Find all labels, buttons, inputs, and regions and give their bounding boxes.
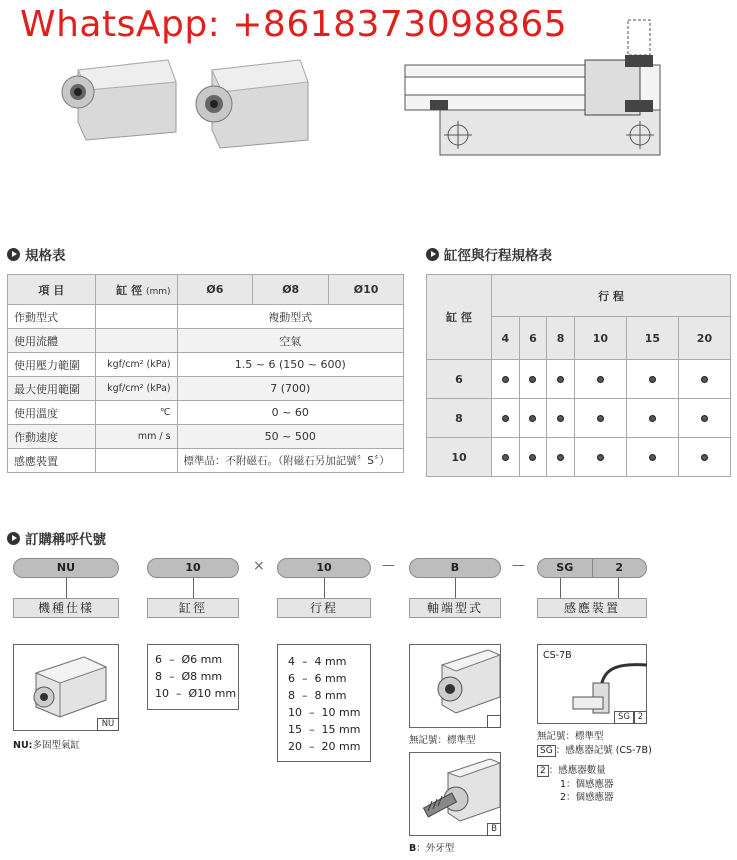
whatsapp-watermark: WhatsApp: +8618373098865: [20, 4, 568, 45]
spec-row: [8, 377, 404, 401]
availability-dot: [557, 415, 564, 422]
label-sensor: 感應裝置: [537, 598, 647, 618]
spec-label: 使用流體: [8, 329, 96, 353]
sensor-two-caption: 2：個感應器: [560, 792, 614, 803]
bore-label: 6: [427, 360, 492, 399]
bore-section-title: 缸徑與行程規格表: [426, 244, 552, 264]
availability-dot: [529, 376, 536, 383]
dash-separator: —: [512, 558, 525, 573]
sensor-model-label: CS-7B: [543, 650, 572, 661]
availability-dot: [701, 454, 708, 461]
bore-header-row: [427, 275, 731, 317]
play-bullet-icon: [7, 532, 20, 545]
spec-unit: ℃: [95, 401, 177, 425]
spec-section-title: 規格表: [7, 244, 66, 264]
spec-unit: mm / s: [95, 425, 177, 449]
spec-label: 使用壓力範圍: [8, 353, 96, 377]
availability-dot: [597, 415, 604, 422]
sensor-standard-caption: 無記號：標準型: [537, 731, 604, 742]
bore-header-stroke: 行 程: [492, 275, 731, 317]
spec-row: [8, 401, 404, 425]
code-sensor-pill: [537, 558, 647, 578]
stroke-header: 15: [626, 317, 678, 360]
sensor-sg-tag: SG: [614, 711, 634, 724]
stroke-header: 6: [519, 317, 547, 360]
sensor-sg-caption: SG ：感應器記號 (CS-7B): [537, 742, 652, 757]
sensor-one-caption: 1：個感應器: [560, 779, 614, 790]
availability-dot: [502, 376, 509, 383]
label-bore: 缸徑: [147, 598, 239, 618]
sensor-count-tag: 2: [634, 711, 647, 724]
spec-unit: kgf/cm² (kPa): [95, 353, 177, 377]
spec-label: 感應裝置: [8, 449, 96, 473]
nu-tag: NU: [97, 718, 119, 731]
spec-header-col: Ø8: [253, 275, 329, 305]
count-inline-tag: 2: [537, 765, 549, 777]
stroke-header: 10: [574, 317, 626, 360]
bore-header-bore: 缸 徑: [427, 275, 492, 360]
spec-label: 作動型式: [8, 305, 96, 329]
availability-dot: [701, 415, 708, 422]
nu-image-box: [13, 644, 119, 731]
spec-header-col: Ø6: [177, 275, 253, 305]
code-stroke-pill: 10: [277, 558, 371, 578]
sensor-illustration: [563, 653, 647, 718]
label-shaft: 軸端型式: [409, 598, 501, 618]
shaft-b-box: [409, 752, 501, 836]
bore-row: [427, 438, 731, 477]
bore-label: 10: [427, 438, 492, 477]
connector-line: [455, 578, 456, 598]
shaft-b-caption: B：外牙型: [409, 843, 455, 854]
availability-dot: [649, 454, 656, 461]
sg-inline-tag: SG: [537, 745, 556, 757]
spec-label: 使用溫度: [8, 401, 96, 425]
availability-dot: [597, 376, 604, 383]
connector-line: [66, 578, 67, 598]
spec-unit: [95, 305, 177, 329]
spec-value: 7 (700): [177, 377, 403, 401]
availability-dot: [649, 415, 656, 422]
spec-unit: [95, 449, 177, 473]
code-sensor-sg: SG: [538, 559, 593, 577]
spec-unit: kgf/cm² (kPa): [95, 377, 177, 401]
spec-label: 最大使用範圍: [8, 377, 96, 401]
bore-row: [427, 360, 731, 399]
stroke-options-list: 4 – 4 mm 6 – 6 mm 8 – 8 mm 10 – 10 mm 15 – 15 mm 20 – 20 mm: [288, 655, 361, 753]
spec-value: 標準品：不附磁石。（附磁石另加記號〞S〞）: [177, 449, 403, 473]
availability-dot: [649, 376, 656, 383]
order-section-title: 訂購稱呼代號: [7, 528, 106, 548]
spec-unit: [95, 329, 177, 353]
code-shaft-pill: B: [409, 558, 501, 578]
availability-dot: [529, 415, 536, 422]
spec-value: 複動型式: [177, 305, 403, 329]
code-model-pill: NU: [13, 558, 119, 578]
nu-caption: NU:多固型氣缸: [13, 740, 80, 751]
connector-line: [560, 578, 561, 598]
spec-value: 空氣: [177, 329, 403, 353]
label-model: 機種仕樣: [13, 598, 119, 618]
shaft-standard-box: [409, 644, 501, 728]
spec-table: [7, 274, 404, 473]
code-sensor-count: 2: [615, 561, 624, 574]
connector-line: [193, 578, 194, 598]
spec-header-col: Ø10: [329, 275, 404, 305]
stroke-header: 20: [678, 317, 730, 360]
availability-dot: [597, 454, 604, 461]
code-bore-pill: 10: [147, 558, 239, 578]
cylinder-product-photo-2: [190, 52, 310, 152]
spec-header-item: 項 目: [8, 275, 96, 305]
spec-header-row: [8, 275, 404, 305]
label-stroke: 行程: [277, 598, 371, 618]
shaft-standard-tag: [487, 715, 501, 728]
stroke-header: 4: [492, 317, 520, 360]
spec-row: [8, 329, 404, 353]
spec-value: 1.5 ~ 6 (150 ~ 600): [177, 353, 403, 377]
cylinder-product-photo-1: [58, 52, 178, 142]
bore-options-list: 6 – Ø6 mm 8 – Ø8 mm 10 – Ø10 mm: [155, 653, 237, 700]
play-bullet-icon: [7, 248, 20, 261]
stroke-header: 8: [547, 317, 575, 360]
spec-header-bore: 缸 徑 (mm): [95, 275, 177, 305]
availability-dot: [557, 376, 564, 383]
times-separator: ×: [253, 558, 265, 574]
availability-dot: [502, 454, 509, 461]
bore-stroke-table: [426, 274, 731, 477]
spec-row: [8, 353, 404, 377]
connector-line: [324, 578, 325, 598]
spec-value: 50 ~ 500: [177, 425, 403, 449]
bore-label: 8: [427, 399, 492, 438]
play-bullet-icon: [426, 248, 439, 261]
bore-row: [427, 399, 731, 438]
spec-value: 0 ~ 60: [177, 401, 403, 425]
spec-row: [8, 449, 404, 473]
availability-dot: [529, 454, 536, 461]
spec-label: 作動速度: [8, 425, 96, 449]
shaft-b-tag: B: [487, 823, 501, 836]
shaft-standard-caption: 無記號：標準型: [409, 735, 476, 746]
spec-row: [8, 305, 404, 329]
dash-separator: —: [382, 558, 395, 573]
availability-dot: [701, 376, 708, 383]
sensor-image-box: [537, 644, 647, 724]
spec-row: [8, 425, 404, 449]
availability-dot: [502, 415, 509, 422]
sensor-count-caption: 2 ：感應器數量: [537, 762, 606, 777]
availability-dot: [557, 454, 564, 461]
connector-line: [618, 578, 619, 598]
